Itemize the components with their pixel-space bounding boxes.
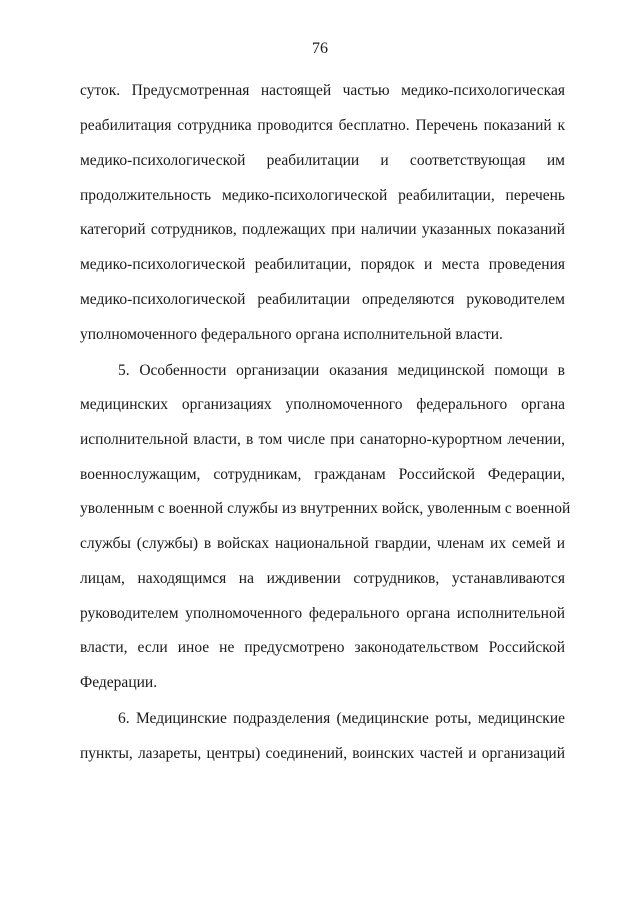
text-line: медико-психологической реабилитации определяются руководителем — [80, 291, 565, 308]
text-line: реабилитация сотрудника проводится бесплатно. Перечень показаний к — [80, 117, 565, 134]
text-line: лицам, находящимся на иждивении сотрудников, устанавливаются — [80, 570, 565, 587]
text-line: Федерации. — [80, 674, 158, 691]
text-line: исполнительной власти, в том числе при санаторно-курортном лечении, — [80, 431, 565, 448]
paragraph-5-first-line: 5. Особенности организации оказания медицинской помощи в — [118, 362, 565, 379]
text-line: военнослужащим, сотрудникам, гражданам Российской Федерации, — [80, 466, 565, 483]
paragraph-6-first-line: 6. Медицинские подразделения (медицинские роты, медицинские — [118, 710, 565, 727]
text-line: медико-психологической реабилитации и соответствующая им — [80, 152, 565, 169]
text-line: уполномоченного федерального органа исполнительной власти. — [80, 326, 503, 343]
text-line: службы (службы) в войсках национальной гвардии, членам их семей и — [80, 535, 565, 552]
page-number: 76 — [312, 40, 328, 57]
text-line: медицинских организациях уполномоченного федерального органа — [80, 396, 565, 413]
text-line: категорий сотрудников, подлежащих при наличии указанных показаний — [80, 221, 565, 238]
text-line: уволенным с военной службы из внутренних войск, уволенным с военной — [80, 500, 571, 517]
text-line: руководителем уполномоченного федерального органа исполнительной — [80, 605, 565, 622]
text-line: власти, если иное не предусмотрено законодательством Российской — [80, 639, 565, 656]
text-line: пункты, лазареты, центры) соединений, воинских частей и организаций — [80, 745, 565, 762]
text-line: продолжительность медико-психологической реабилитации, перечень — [80, 187, 565, 204]
text-line: медико-психологической реабилитации, порядок и места проведения — [80, 256, 565, 273]
text-line: суток. Предусмотренная настоящей частью медико-психологическая — [80, 82, 565, 99]
